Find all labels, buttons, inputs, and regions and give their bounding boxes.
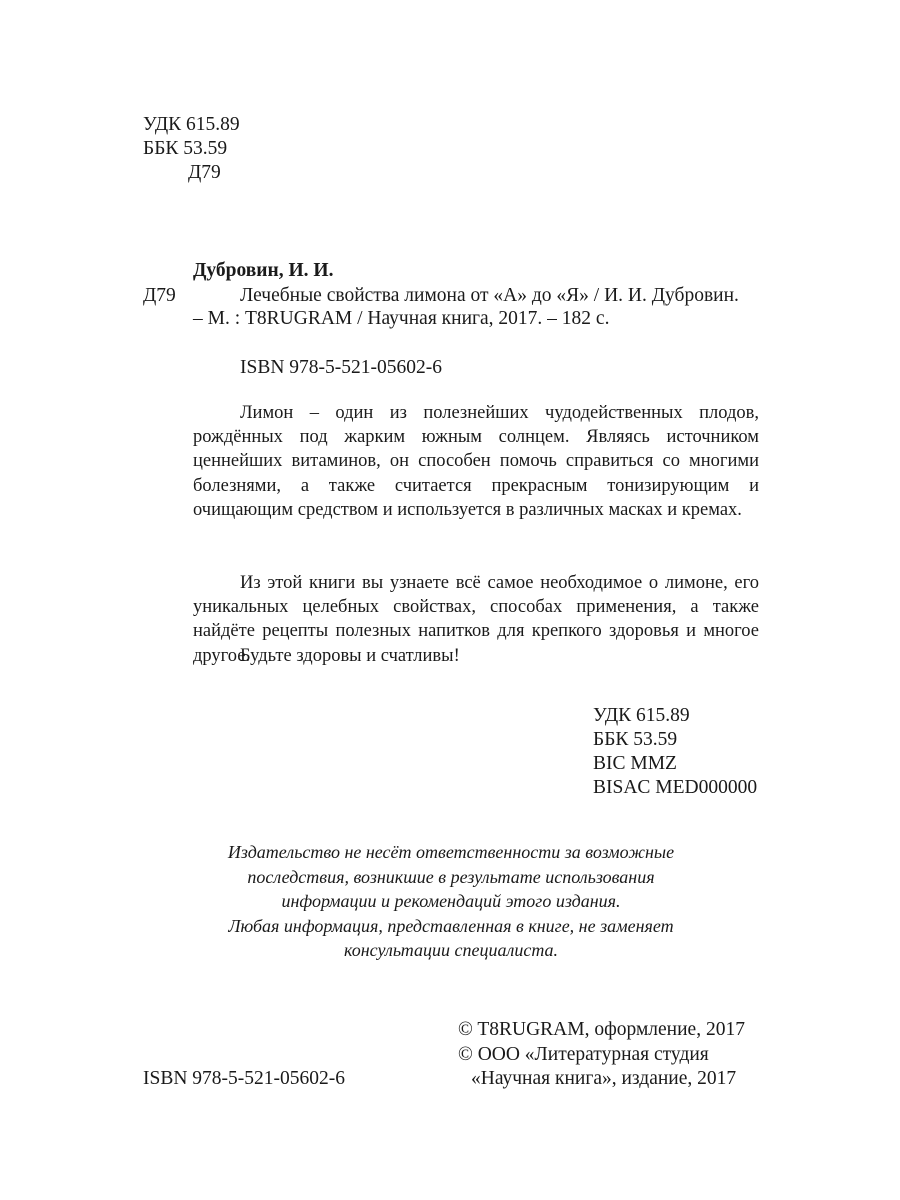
- bottom-isbn: ISBN 978-5-521-05602-6: [143, 1068, 346, 1089]
- classification-bbk: ББК 53.59: [593, 729, 678, 750]
- classification-bic: BIC MMZ: [593, 753, 677, 774]
- copyright-line-1: © T8RUGRAM, оформление, 2017: [458, 1019, 745, 1040]
- top-bbk-code: ББК 53.59: [143, 138, 228, 159]
- bibliographic-line-1: Лечебные свойства лимона от «А» до «Я» / И. И. Дубровин.: [240, 285, 739, 306]
- publisher-disclaimer: [143, 840, 759, 963]
- classification-bisac: BISAC MED000000: [593, 777, 758, 798]
- annotation-text-1: Лимон – один из полезнейших чудодейственных плодов, рождённых под жарким южным солнцем. Являясь источником ценнейших витаминов, он способен помочь справиться со многими болезнями, а также считается прекрасным тонизирующим и очищающим средством и используется в различных масках и кремах.: [193, 403, 759, 520]
- top-author-mark: Д79: [188, 162, 221, 183]
- copyright-line-3: «Научная книга», издание, 2017: [471, 1068, 737, 1089]
- bibliographic-line-2: – М. : T8RUGRAM / Научная книга, 2017. – 182 с.: [193, 308, 610, 329]
- classification-udk: УДК 615.89: [593, 705, 690, 726]
- annotation-paragraph-3: [193, 644, 759, 668]
- annotation-paragraph-1: [193, 401, 759, 522]
- disclaimer-line: Любая информация, представленная в книге, не заменяет: [228, 915, 674, 936]
- author-name: Дубровин, И. И.: [193, 260, 334, 281]
- disclaimer-line: Издательство не несёт ответственности за возможные: [227, 842, 675, 862]
- annotation-text-3: Будьте здоровы и счатливы!: [240, 646, 460, 666]
- top-udk-code: УДК 615.89: [143, 114, 240, 135]
- disclaimer-line: информации и рекомендаций этого издания.: [281, 891, 621, 911]
- entry-author-mark: Д79: [143, 285, 176, 306]
- copyright-line-2: © ООО «Литературная студия: [458, 1044, 709, 1065]
- disclaimer-line: консультации специалиста.: [343, 940, 559, 960]
- disclaimer-line: последствия, возникшие в результате использования: [247, 866, 655, 887]
- entry-isbn: ISBN 978-5-521-05602-6: [240, 357, 443, 378]
- annotation-text-2: Из этой книги вы узнаете всё самое необходимое о лимоне, его уникальных целебных свойствах, способах применения, а также найдёте рецепты полезных напитков для крепкого здоровья и многое другое.: [193, 573, 759, 666]
